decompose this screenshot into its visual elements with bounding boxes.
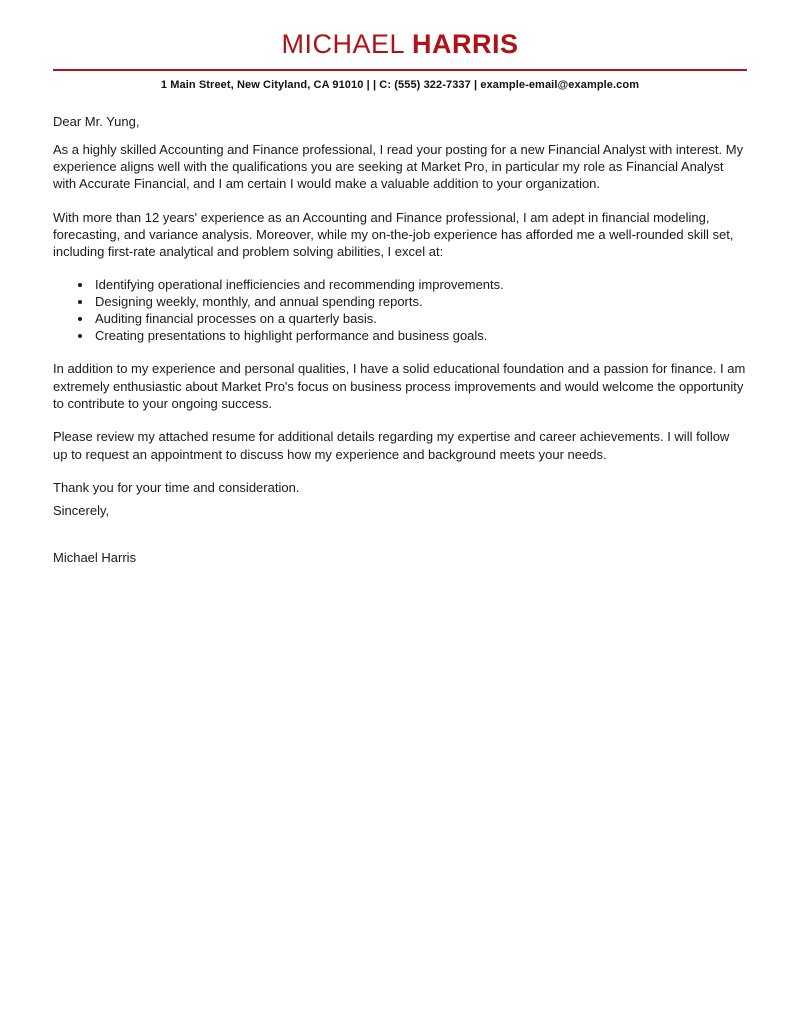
applicant-first-name: MICHAEL bbox=[281, 29, 404, 59]
paragraph-intro: As a highly skilled Accounting and Finance professional, I read your posting for a new Financial Analyst with interest. My experience aligns well with the qualifications you are seeking at Market Pro, in particular my role as Financial Analyst with Accurate Financial, and I am certain I would make a valuable addition to your organization. bbox=[53, 141, 744, 192]
paragraph-education: In addition to my experience and personal qualities, I have a solid educational foundation and a passion for finance. I am extremely enthusiastic about Market Pro's focus on business process improvements and would welcome the opportunity to contribute to your ongoing success. bbox=[53, 361, 746, 412]
signature-name: Michael Harris bbox=[53, 549, 137, 565]
letter-body bbox=[53, 113, 747, 565]
letter-header bbox=[53, 30, 747, 91]
bullet-item: • Creating presentations to highlight performance and business goals. bbox=[93, 327, 747, 344]
bullet-item: • Auditing financial processes on a quarterly basis. bbox=[93, 310, 747, 327]
bullet-item: • Identifying operational inefficiencies and recommending improvements. bbox=[93, 276, 747, 293]
contact-line: 1 Main Street, New Cityland, CA 91010 | | C: (555) 322-7337 | example-email@example.com bbox=[160, 79, 640, 92]
applicant-last-name: HARRIS bbox=[412, 29, 519, 59]
applicant-name bbox=[53, 30, 747, 58]
bullet-item: • Designing weekly, monthly, and annual spending reports. bbox=[93, 293, 747, 310]
paragraph-experience: With more than 12 years' experience as an Accounting and Finance professional, I am adept in financial modeling, forecasting, and variance analysis. Moreover, while my on-the-job experience has afforded me a well-rounded skill set, including first-rate analytical and problem solving abilities, I excel at: bbox=[53, 209, 734, 260]
name-space bbox=[404, 29, 412, 59]
thanks-line: Thank you for your time and consideration. bbox=[53, 479, 300, 495]
skills-bullet-list bbox=[53, 276, 747, 344]
salutation: Dear Mr. Yung, bbox=[53, 114, 140, 130]
valediction: Sincerely, bbox=[53, 503, 110, 519]
paragraph-followup: Please review my attached resume for additional details regarding my expertise and career achievements. I will follow up to request an appointment to discuss how my experience and background meets your needs. bbox=[53, 429, 730, 462]
header-divider bbox=[53, 69, 747, 71]
